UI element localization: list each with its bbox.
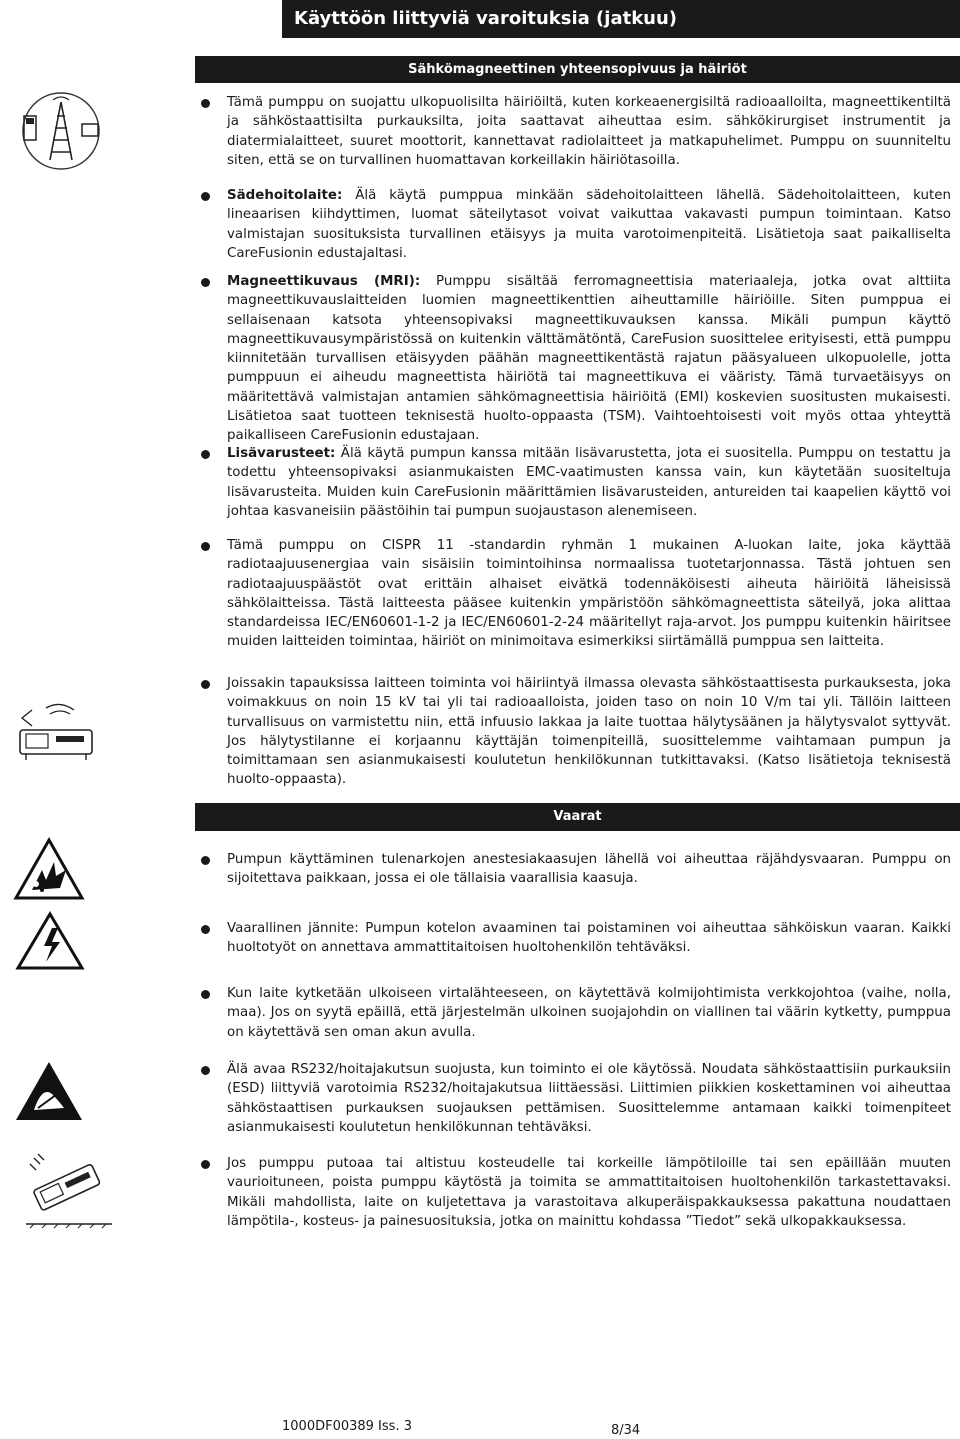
explosion-hazard-icon: [12, 836, 86, 908]
hazard-paragraph-damage: Jos pumppu putoaa tai altistuu kosteudelle tai korkeille lämpötiloille tai sen epäillään muuten vaurioituneen, poista pumppu käytöstä ja toimita se ammattitaitoisen huoltohenkilön tarkastettavaksi. Mikäli mahdollista, laite on kuljetettava ja varastoitava alkuperäispakkauksessa pakattuna noudattaen lämpötila-, kosteus- ja painesuosituksia, jotka on mainittu kohdassa ”Tiedot” sekä ulkopakkauksessa.: [227, 1156, 951, 1229]
bullet: [201, 680, 210, 689]
bullet: [201, 990, 210, 999]
emc-paragraph-accessories: Lisävarusteet: Älä käytä pumpun kanssa mitään lisävarustetta, jota ei suositella. Pumppu on testattu ja todettu yhteensopivaksi asianmukaisten EMC-vaatimusten kanssa vain, kun käytetään suositeltuja lisävarusteita. Muiden kuin CareFusionin määrittämien lisävarusteiden, antureiden tai kaapelien käyttö voi johtaa kasvaneisiin päästöihin tai pumpun suojaustason alenemiseen.: [227, 446, 951, 519]
document-id: 1000DF00389 Iss. 3: [282, 1419, 412, 1434]
dropped-pump-icon: [24, 1150, 114, 1234]
page-title: Käyttöön liittyviä varoituksia (jatkuu): [282, 0, 960, 38]
electric-shock-icon: [14, 910, 86, 976]
emc-paragraph-cispr: Tämä pumppu on CISPR 11 -standardin ryhmän 1 mukainen A-luokan laite, joka käyttää radiotaajuusenergiaa vain sisäisiin toimintoihinsa normaalissa tuotetarjonnassa. Tästä johtuen sen radiotaajuuspäästöt ovat erittäin alhaiset eivätkä todennäköisesti aiheuta häiriöitä läheisissä sähkölaitteissa. Tästä laitteesta pääsee kuitenkin ympäristöön sähkömagneettista säteilyä, joka alittaa standardeissa IEC/EN60601-1-2 ja IEC/EN60601-2-24 määritellyt raja-arvot. Jos pumppu kuitenkin häiritsee muiden laitteiden toimintaa, häiriöt on minimoitava esimerkiksi siirtämällä pumppua sen laitteita.: [227, 538, 951, 650]
emc-paragraph-mri: Magneettikuvaus (MRI): Pumppu sisältää ferromagneettisia materiaaleja, jotka ovat alttiita magneettikuvauslaitteiden luomien magneettikenttien aiheuttamille häiriöille. Siten pumppua ei sellaisenaan katsota yhteensopivaksi magneettikuvauksen kanssa. Mikäli pumpun käyttö magneettikuvausympäristössä on kuitenkin välttämätöntä, CareFusion suosittelee erityisesti, että pumppu kiinnitetään turvallisen etäisyyden päähän magneettikentästä rajatun pääsyalueen ulkopuolelle, jotta pumppuun ei aiheudu magneettista häiriötä tai magneettikuva ei vääristy. Tämä turvaetäisyys on määritettävä valmistajan antamien sähkömagneettisia häiriöitä (EMI) koskevien suositusten mukaisesti. Lisätietoa saat tuotteen teknisestä huolto-oppaasta (TSM). Vaihtoehtoisesti voit myös ottaa yhteyttä paikalliseen CareFusionin edustajaan.: [227, 274, 951, 444]
pump-esd-icon: [16, 700, 98, 770]
section-heading-hazards: Vaarat: [195, 803, 960, 831]
hazard-paragraph-explosion: Pumpun käyttäminen tulenarkojen anestesiakaasujen lähellä voi aiheuttaa räjähdysvaaran. Pumppu on sijoitettava paikkaan, jossa ei ole tällaisia vaarallisia kaasuja.: [227, 852, 951, 887]
hazard-paragraph-voltage: Vaarallinen jännite: Pumpun kotelon avaaminen tai poistaminen voi aiheuttaa sähköiskun vaaran. Kaikki huoltotyöt on annettava ammattitaitoisen huoltohenkilön tehtäväksi.: [227, 921, 951, 956]
bullet: [201, 192, 210, 201]
page-number: 8/34: [611, 1423, 641, 1438]
emc-paragraph-general: Tämä pumppu on suojattu ulkopuolisilta häiriöiltä, kuten korkeaenergisiltä radioaalloilta, magneettikentiltä ja sähköstaattisilta purkauksilta, joita saattavat aiheuttaa esim. sähkökirurgiset instrumentit ja diatermialaitteet, suuret moottorit, kannettavat radiolaitteet ja matkapuhelimet. Pumppu on suunniteltu siten, että se on turvallinen huomattavan korkeillakin häiriötasoilla.: [227, 95, 951, 168]
bullet: [201, 450, 210, 459]
bullet: [201, 278, 210, 287]
hazard-paragraph-rs232: Älä avaa RS232/hoitajakutsun suojusta, kun toiminto ei ole käytössä. Noudata sähköstaattisiin purkauksiin (ESD) liittyviä varotoimia RS232/hoitajakutsua liittäessäsi. Liittimien piikkien koskettaminen voi aiheuttaa sähköstaattisen purkauksen suojauksen pettämisen. Suosittelemme antamaan kaikki toimenpiteet asianmukaisesti koulutetun henkilökunnan tehtäväksi.: [227, 1062, 951, 1135]
bullet: [201, 856, 210, 865]
emc-paragraph-radiotherapy: Sädehoitolaite: Älä käytä pumppua minkään sädehoitolaitteen lähellä. Sädehoitolaitteen, kuten lineaarisen kiihdyttimen, luomat säteilytasot voivat vaikuttaa vakavasti pumpun toimintaan. Katso valmistajan suosituksista turvallinen etäisyys ja muita varotoimenpiteitä. Lisätietoja saat paikalliselta CareFusionin edustajaltasi.: [227, 188, 951, 261]
emc-paragraph-esd: Joissakin tapauksissa laitteen toiminta voi häiriintyä ilmassa olevasta sähköstaattisesta purkauksesta, joka voimakkuus on noin 15 kV tai yli tai radioaalloista, joiden taso on noin 10 V/m tai yli. Tällöin laitteen turvallisuus on varmistettu niin, että infuusio lakkaa ja laite tuottaa hälytysäänen ja hälytysvalot syttyvät. Jos hälytystilanne ei korjaannu käyttäjän toimenpiteillä, suosittelemme vaihtamaan pumpun ja toimittamaan sen asianmukaisesti koulutetun henkilökunnan tutkittavaksi. (Katso lisätietoja teknisestä huolto-oppaasta).: [227, 676, 951, 788]
section-heading-emc: Sähkömagneettinen yhteensopivuus ja häiriöt: [195, 56, 960, 83]
radio-interference-icon: [20, 90, 102, 176]
bullet: [201, 542, 210, 551]
bullet: [201, 1160, 210, 1169]
bullet: [201, 1066, 210, 1075]
hazard-paragraph-power-cord: Kun laite kytketään ulkoiseen virtalähteeseen, on käytettävä kolmijohtimista verkkojohtoa (vaihe, nolla, maa). Jos on syytä epäillä, että järjestelmän ulkoinen suojajohdin on viallinen tai väärin kytketty, pumppua on käytettävä sen oman akun avulla.: [227, 986, 951, 1040]
bullet: [201, 925, 210, 934]
esd-warning-icon: [12, 1058, 86, 1130]
bullet: [201, 99, 210, 108]
